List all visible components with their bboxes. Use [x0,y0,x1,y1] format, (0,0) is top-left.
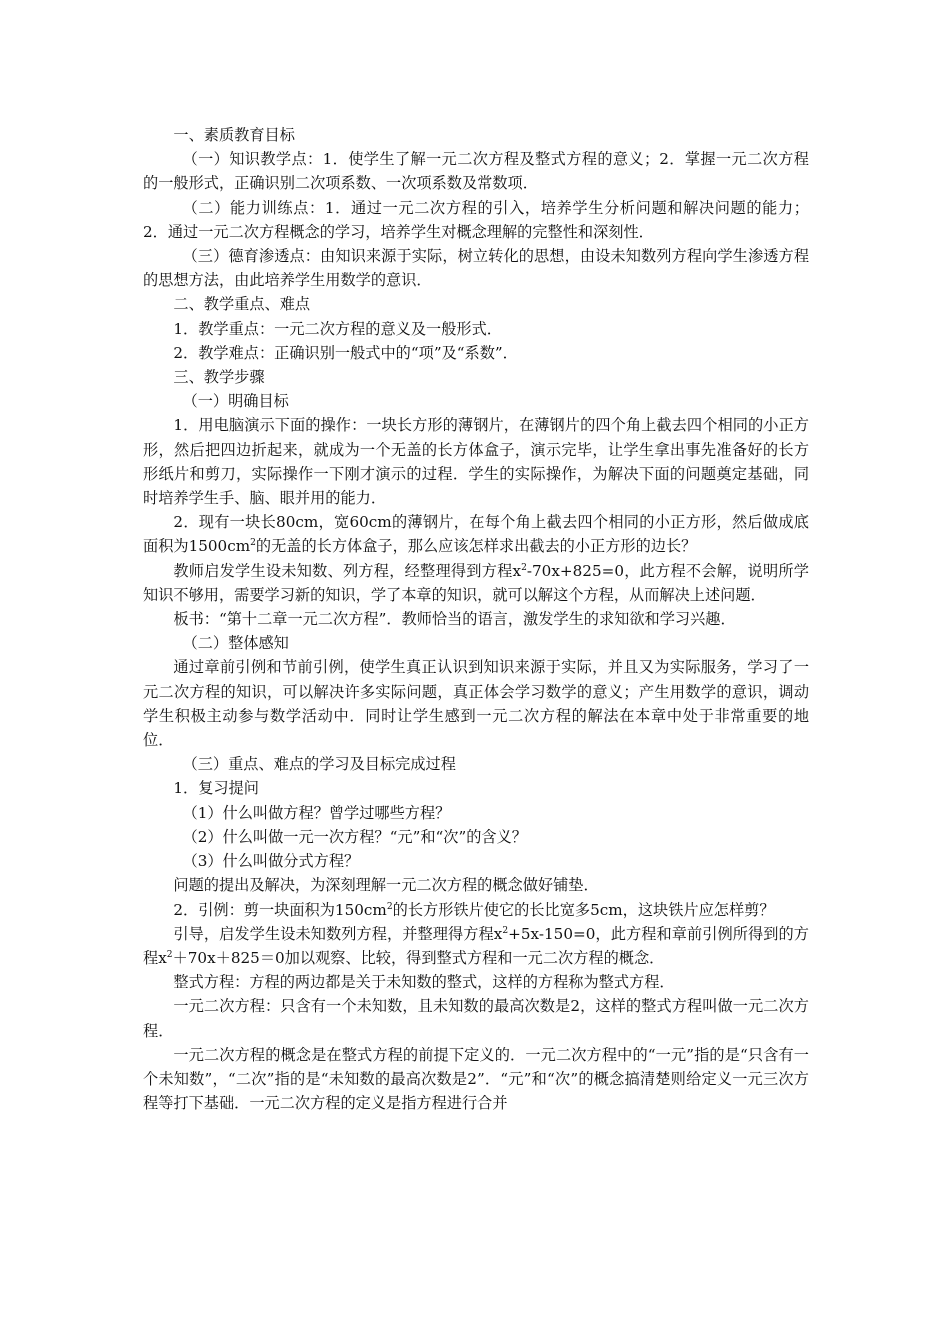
paragraph: 一元二次方程：只含有一个未知数，且未知数的最高次数是2，这样的整式方程叫做一元二次方程． [143,997,809,1040]
text-run: 2．引例：剪一块面积为150cm [173,900,387,919]
list-item: （2）什么叫做一元一次方程？“元”和“次”的含义？ [182,827,527,846]
section-heading-1: 一、素质教育目标 [173,126,295,144]
subsection-heading: （三）重点、难点的学习及目标完成过程 [182,755,456,774]
text-run: 引导，启发学生设未知数列方程，并整理得方程x [173,924,503,943]
superscript: 2 [521,562,527,573]
list-item: （1）什么叫做方程？曾学过哪些方程？ [182,803,451,822]
paragraph-with-superscript [143,559,809,607]
text-run: 2．现有一块长80cm，宽60cm的薄钢片，在每个角上截去四个相同的小正方形，然后做成底面积为1500cm [143,513,809,556]
paragraph: 1．用电脑演示下面的操作：一块长方形的薄钢片，在薄钢片的四个角上截去四个相同的小正方形，然后把四边折起来，就成为一个无盖的长方体盒子，演示完毕，让学生拿出事先准备好的长方形纸片和剪刀，实际操作一下刚才演示的过程．学生的实际操作，为解决下面的问题奠定基础，同时培养学生手、脑、眼并用的能力． [143,416,809,508]
superscript: 2 [250,538,256,549]
paragraph: （一）知识教学点：1．使学生了解一元二次方程及整式方程的意义；2．掌握一元二次方程的一般形式，正确识别二次项系数、一次项系数及常数项． [143,150,809,193]
paragraph: （三）德育渗透点：由知识来源于实际，树立转化的思想，由设未知数列方程向学生渗透方程的思想方法，由此培养学生用数学的意识． [143,247,809,290]
paragraph: 通过章前引例和节前引例，使学生真正认识到知识来源于实际，并且又为实际服务，学习了一元二次方程的知识，可以解决许多实际问题，真正体会学习数学的意义；产生用数学的意识，调动学生积极主动参与数学活动中．同时让学生感到一元二次方程的解法在本章中处于非常重要的地位． [143,658,809,750]
text-run: +5x-150=0，此方程和章前引例所得到的方程x [143,924,809,967]
paragraph-with-superscript [143,510,809,558]
paragraph: 问题的提出及解决，为深刻理解一元二次方程的概念做好铺垫． [173,876,599,895]
section-heading-3: 三、教学步骤 [173,368,265,387]
paragraph: 1．复习提问 [173,779,259,798]
paragraph: 板书：“第十二章一元二次方程”．教师恰当的语言，激发学生的求知欲和学习兴趣． [173,610,736,629]
superscript: 2 [386,901,393,912]
superscript: 2 [166,949,173,960]
paragraph: 整式方程：方程的两边都是关于未知数的整式，这样的方程称为整式方程． [173,973,675,992]
text-run: ＋70x＋825＝0加以观察、比较，得到整式方程和一元二次方程的概念． [172,948,665,967]
paragraph-with-superscript [143,898,809,922]
paragraph-with-superscript [143,922,809,970]
paragraph: （二）能力训练点：1．通过一元二次方程的引入，培养学生分析问题和解决问题的能力；2．通过一元二次方程概念的学习，培养学生对概念理解的完整性和深刻性． [143,198,809,241]
document-page [143,123,809,1115]
text-run: 的长方形铁片使它的长比宽多5cm，这块铁片应怎样剪？ [392,900,775,919]
text-run: -70x+825=0，此方程不会解，说明所学知识不够用，需要学习新的知识，学了本章的知识，就可以解这个方程，从而解决上述问题． [143,561,809,604]
subsection-heading: （一）明确目标 [182,392,289,411]
superscript: 2 [502,925,509,936]
subsection-heading: （二）整体感知 [182,634,289,653]
list-item: （3）什么叫做分式方程？ [182,852,360,871]
text-run: 教师启发学生设未知数、列方程，经整理得到方程x [173,561,522,580]
text-run: 的无盖的长方体盒子，那么应该怎样求出截去的小正方形的边长？ [255,537,697,556]
paragraph: 一元二次方程的概念是在整式方程的前提下定义的．一元二次方程中的“一元”指的是“只含有一个未知数”，“二次”指的是“未知数的最高次数是2”．“元”和“次”的概念搞清楚则给定义一元三次方程等打下基础．一元二次方程的定义是指方程进行合并 [143,1045,809,1113]
section-heading-2: 二、教学重点、难点 [173,295,311,314]
paragraph: 1．教学重点：一元二次方程的意义及一般形式． [173,319,502,338]
paragraph: 2．教学难点：正确识别一般式中的“项”及“系数”． [173,343,518,362]
